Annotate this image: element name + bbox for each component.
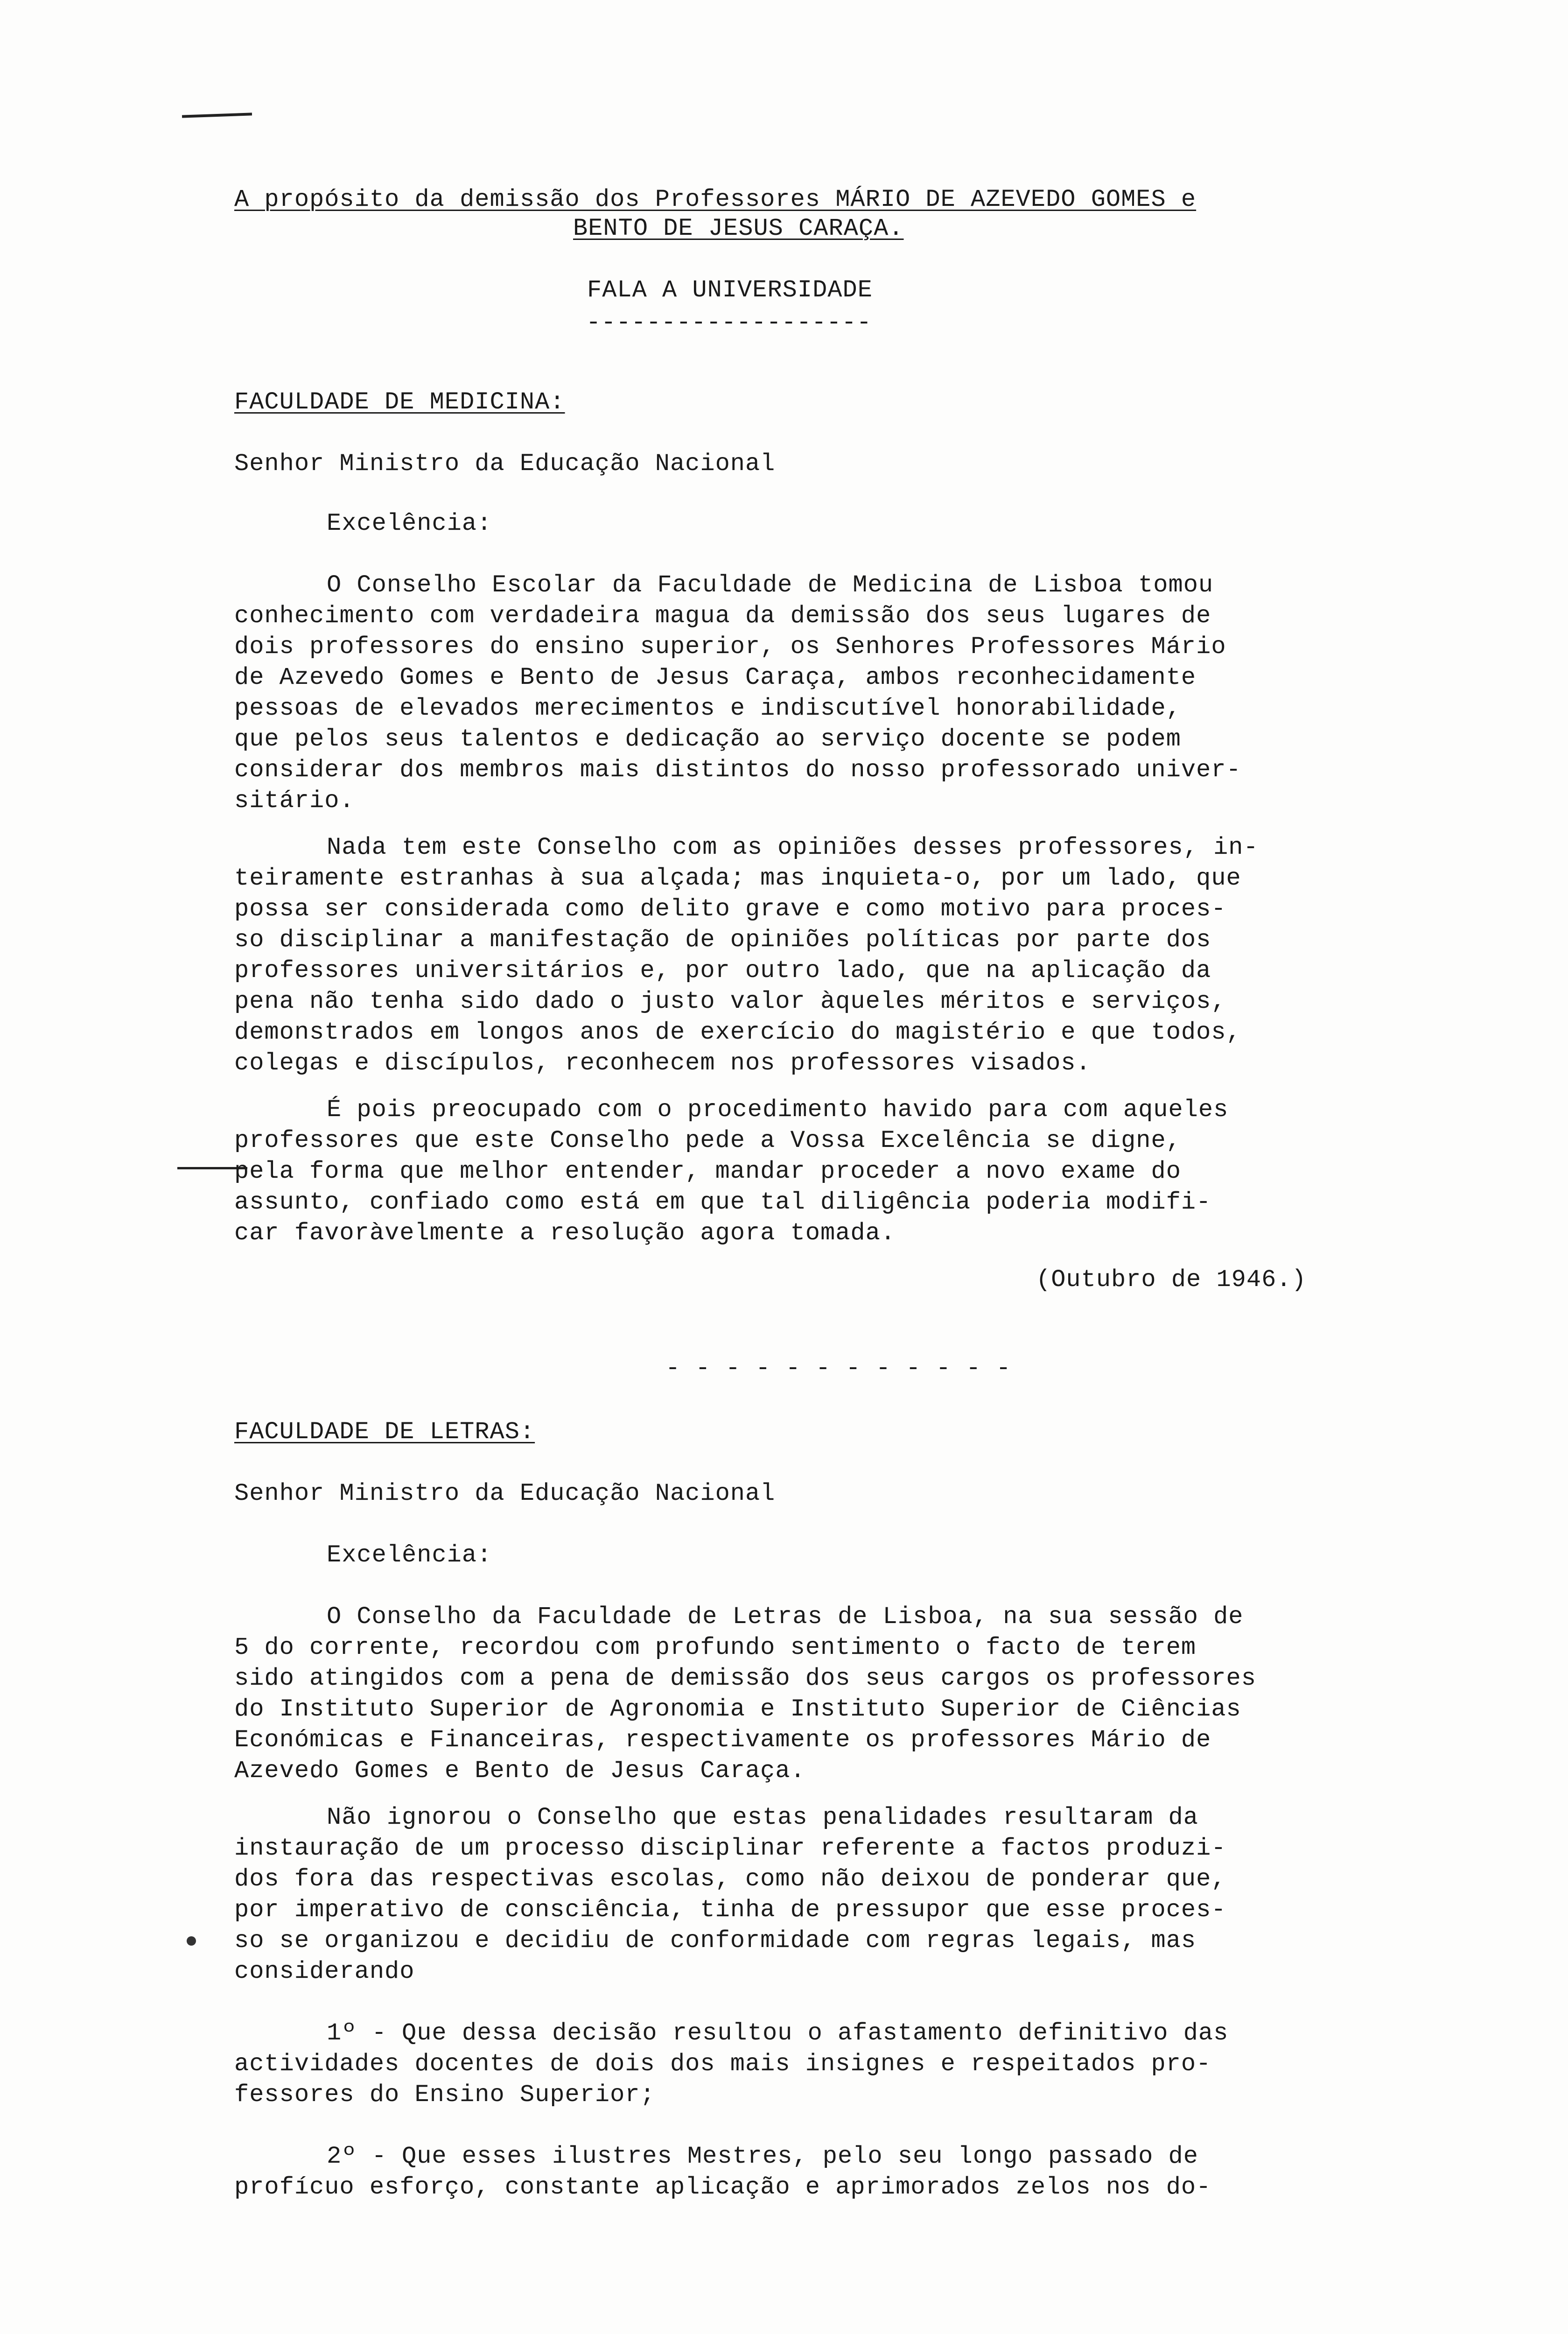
text-line: por imperativo de consciência, tinha de pressupor que esse proces- [234,1896,1226,1924]
subtitle-rule: ------------------- [586,309,872,337]
text-line: professores universitários e, por outro lado, que na aplicação da [234,957,1211,984]
medicina-salutation: Excelência: [327,510,492,537]
text-line: 1º - Que dessa decisão resultou o afastamento definitivo das [327,2019,1229,2047]
stray-ink-mark [182,112,252,118]
document-title-line-1: A propósito da demissão dos Professores MÁRIO DE AZEVEDO GOMES e [234,186,1197,213]
text-line: so disciplinar a manifestação de opiniões políticas por parte dos [234,926,1211,954]
text-line: pela forma que melhor entender, mandar proceder a novo exame do [234,1158,1181,1185]
margin-dot [187,1936,196,1946]
text-line: demonstrados em longos anos de exercício do magistério e que todos, [234,1019,1241,1046]
text-line: so se organizou e decidiu de conformidade com regras legais, mas [234,1927,1197,1954]
text-line: profícuo esforço, constante aplicação e aprimorados zelos nos do- [234,2173,1211,2201]
text-line: car favoràvelmente a resolução agora tomada. [234,1219,896,1247]
letras-addressee: Senhor Ministro da Educação Nacional [234,1480,776,1507]
text-line: do Instituto Superior de Agronomia e Instituto Superior de Ciências [234,1695,1241,1723]
text-line: sido atingidos com a pena de demissão dos seus cargos os professores [234,1665,1256,1692]
text-line: considerando [234,1958,415,1985]
text-line: possa ser considerada como delito grave e como motivo para proces- [234,895,1226,923]
text-line: O Conselho da Faculdade de Letras de Lisboa, na sua sessão de [327,1603,1244,1631]
text-line: pessoas de elevados merecimentos e indiscutível honorabilidade, [234,695,1181,722]
text-line: dos fora das respectivas escolas, como não deixou de ponderar que, [234,1865,1226,1893]
text-line: conhecimento com verdadeira magua da demissão dos seus lugares de [234,602,1211,630]
text-line: Azevedo Gomes e Bento de Jesus Caraça. [234,1757,805,1785]
text-line: assunto, confiado como está em que tal diligência poderia modifi- [234,1188,1211,1216]
text-line: 2º - Que esses ilustres Mestres, pelo seu longo passado de [327,2143,1198,2170]
text-line: fessores do Ensino Superior; [234,2081,655,2109]
text-line: actividades docentes de dois dos mais insignes e respeitados pro- [234,2050,1211,2078]
document-subtitle: FALA A UNIVERSIDADE [587,276,873,304]
text-line: professores que este Conselho pede a Vossa Excelência se digne, [234,1127,1181,1154]
medicina-addressee: Senhor Ministro da Educação Nacional [234,450,776,478]
text-line: sitário. [234,787,355,815]
text-line: Nada tem este Conselho com as opiniões desses professores, in- [327,834,1259,861]
text-line: O Conselho Escolar da Faculdade de Medicina de Lisboa tomou [327,571,1214,599]
document-title-line-2: BENTO DE JESUS CARAÇA. [573,215,904,242]
text-line: É pois preocupado com o procedimento havido para com aqueles [327,1096,1229,1124]
text-line: teiramente estranhas à sua alçada; mas inquieta-o, por um lado, que [234,865,1241,892]
letras-salutation: Excelência: [327,1541,492,1569]
text-line: que pelos seus talentos e dedicação ao serviço docente se podem [234,725,1181,753]
medicina-date: (Outubro de 1946.) [1036,1266,1307,1294]
text-line: Não ignorou o Conselho que estas penalidades resultaram da [327,1804,1198,1831]
text-line: considerar dos membros mais distintos do nosso professorado univer- [234,756,1241,784]
text-line: dois professores do ensino superior, os Senhores Professores Mário [234,633,1226,661]
medicina-heading: FACULDADE DE MEDICINA: [234,388,565,416]
text-line: de Azevedo Gomes e Bento de Jesus Caraça, ambos reconhecidamente [234,664,1197,691]
text-line: pena não tenha sido dado o justo valor àqueles méritos e serviços, [234,988,1226,1015]
text-line: 5 do corrente, recordou com profundo sentimento o facto de terem [234,1634,1197,1661]
text-line: Económicas e Financeiras, respectivamente os professores Mário de [234,1726,1211,1754]
section-separator: - - - - - - - - - - - - [665,1355,1011,1382]
text-line: instauração de um processo disciplinar referente a factos produzi- [234,1835,1226,1862]
text-line: colegas e discípulos, reconhecem nos professores visados. [234,1049,1091,1077]
letras-heading: FACULDADE DE LETRAS: [234,1418,535,1446]
